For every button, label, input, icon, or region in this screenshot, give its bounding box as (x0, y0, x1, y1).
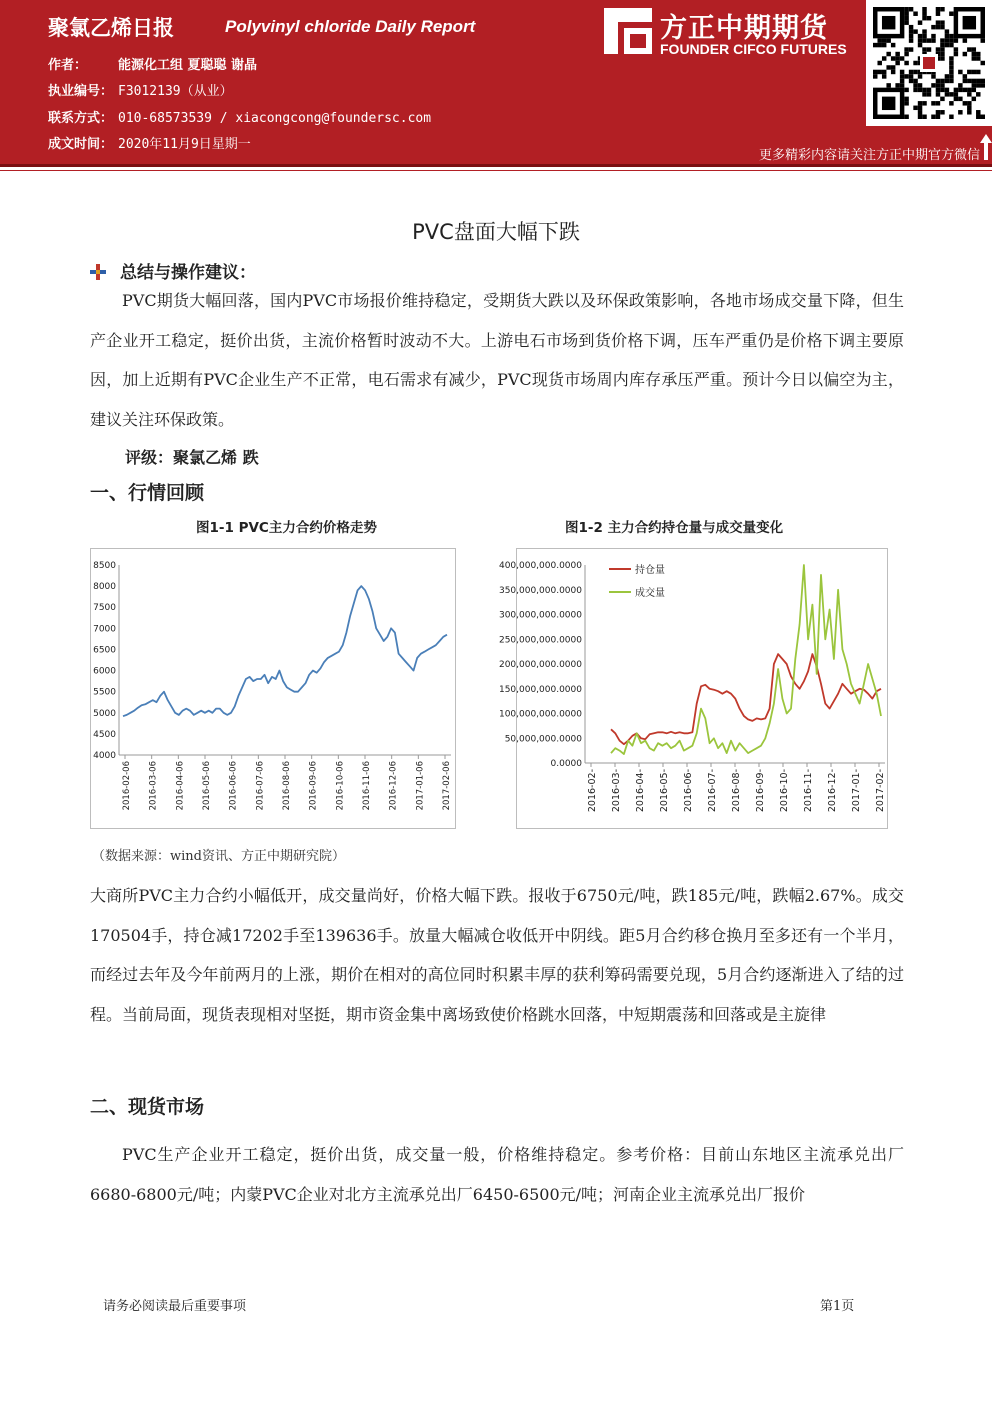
author-row (48, 54, 257, 73)
qr-module (913, 79, 917, 83)
qr-module (949, 43, 953, 47)
arrow-up-icon (980, 134, 992, 160)
qr-module (922, 38, 926, 42)
qr-module (936, 20, 940, 24)
qr-module (927, 38, 931, 42)
qr-module (936, 101, 940, 105)
section1-heading: 一、行情回顾 (90, 482, 205, 504)
qr-module (940, 97, 944, 101)
qr-module (913, 106, 917, 110)
qr-module (936, 11, 940, 15)
qr-module (877, 61, 881, 65)
qr-module (958, 70, 962, 74)
qr-module (981, 61, 985, 65)
qr-code-icon (866, 0, 992, 126)
document-title: PVC盘面大幅下跌 (412, 220, 580, 244)
summary-paragraph: PVC期货大幅回落，国内PVC市场报价维持稳定，受期货大跌以及环保政策影响，各地市场成交量下降，但生产企业开工稳定，挺价出货，主流价格暂时波动不大。上游电石市场到货价格下调，压车严重仍是价格下调主要原因，加上近期有PVC企业生产不正常，电石需求有减少，PVC现货市场周内库存承压严重。预计今日以偏空为主，建议关注环保政策。 (90, 291, 904, 429)
y-tick-label: 6500 (93, 645, 116, 656)
qr-module (967, 47, 971, 51)
header-divider-thin (0, 170, 992, 171)
qr-module (936, 92, 940, 96)
qr-module (909, 74, 913, 78)
qr-module (940, 20, 944, 24)
qr-module (940, 56, 944, 60)
qr-module (922, 11, 926, 15)
qr-module (958, 97, 962, 101)
qr-finder-core (882, 16, 895, 29)
qr-module (963, 88, 967, 92)
summary-heading-text: 总结与操作建议： (120, 263, 256, 283)
qr-module (909, 38, 913, 42)
qr-module (877, 70, 881, 74)
qr-module (913, 83, 917, 87)
x-tick-label: 2016-03-06 (148, 761, 159, 811)
y-tick-label: 5500 (93, 687, 116, 698)
qr-module (940, 47, 944, 51)
qr-module (922, 92, 926, 96)
qr-module (954, 52, 958, 56)
report-title-cn: 聚氯乙烯日报 (48, 16, 174, 40)
qr-module (936, 7, 940, 11)
x-tick-label: 2016-12- (827, 769, 838, 813)
x-tick-label: 2016-08-06 (282, 761, 292, 811)
qr-module (931, 74, 935, 78)
qr-module (904, 97, 908, 101)
qr-module (949, 65, 953, 69)
qr-module (976, 56, 980, 60)
date-value: 2020年11月9日星期一 (118, 137, 251, 152)
license-row (48, 80, 233, 99)
qr-module (927, 47, 931, 51)
header-divider (0, 164, 992, 167)
qr-module (945, 79, 949, 83)
qr-module (945, 38, 949, 42)
qr-module (913, 70, 917, 74)
bullet-icon (90, 264, 106, 280)
y-tick-label: 0.0000 (550, 759, 582, 769)
x-tick-label: 2016-10- (779, 769, 790, 813)
date-row (48, 133, 251, 152)
date-label: 成文时间： (48, 137, 114, 152)
qr-module (922, 7, 926, 11)
qr-module (904, 52, 908, 56)
qr-module (931, 38, 935, 42)
license-value: F3012139（从业） (118, 84, 233, 99)
qr-module (949, 70, 953, 74)
qr-module (900, 83, 904, 87)
qr-module (913, 88, 917, 92)
qr-module (958, 88, 962, 92)
contact-label: 联系方式： (48, 111, 114, 126)
qr-module (945, 34, 949, 38)
qr-module (945, 74, 949, 78)
qr-module (891, 65, 895, 69)
qr-module (954, 47, 958, 51)
qr-module (972, 88, 976, 92)
summary-heading (90, 258, 256, 283)
y-tick-label: 50,000,000.0000 (504, 734, 582, 745)
qr-module (936, 88, 940, 92)
qr-module (886, 83, 890, 87)
qr-module (936, 25, 940, 29)
figure1-title: 图1-1 PVC主力合约价格走势 (196, 520, 377, 536)
qr-module (963, 52, 967, 56)
qr-module (927, 16, 931, 20)
qr-module (967, 88, 971, 92)
qr-module (981, 115, 985, 119)
price-chart (90, 548, 456, 829)
qr-module (963, 101, 967, 105)
qr-module (904, 115, 908, 119)
qr-module (954, 92, 958, 96)
qr-module (891, 56, 895, 60)
qr-module (900, 79, 904, 83)
x-tick-label: 2016-07- (707, 769, 718, 813)
qr-module (900, 74, 904, 78)
qr-module (949, 101, 953, 105)
qr-module (904, 61, 908, 65)
qr-module (927, 92, 931, 96)
y-tick-label: 400,000,000.0000 (498, 561, 582, 571)
qr-module (922, 115, 926, 119)
qr-module (940, 38, 944, 42)
qr-module (895, 83, 899, 87)
qr-module (967, 110, 971, 114)
qr-module (976, 52, 980, 56)
qr-module (967, 106, 971, 110)
qr-module (972, 70, 976, 74)
x-tick-label: 2017-01-06 (415, 761, 426, 811)
x-tick-label: 2016-05- (659, 769, 670, 813)
series-line-0 (123, 586, 447, 716)
qr-module (940, 25, 944, 29)
price-chart-svg (91, 549, 457, 830)
x-tick-label: 2016-09-06 (308, 761, 319, 811)
qr-module (949, 79, 953, 83)
qr-module (949, 61, 953, 65)
qr-module (972, 97, 976, 101)
qr-module (976, 70, 980, 74)
x-tick-label: 2016-06- (683, 769, 694, 813)
qr-module (936, 83, 940, 87)
qr-module (931, 101, 935, 105)
qr-module (949, 38, 953, 42)
qr-module (931, 83, 935, 87)
qr-module (895, 52, 899, 56)
qr-module (972, 47, 976, 51)
x-tick-label: 2017-02- (875, 769, 886, 813)
y-tick-label: 200,000,000.0000 (498, 660, 582, 670)
qr-module (963, 79, 967, 83)
qr-module (949, 34, 953, 38)
qr-module (981, 83, 985, 87)
qr-module (963, 38, 967, 42)
qr-module (954, 38, 958, 42)
qr-module (886, 38, 890, 42)
qr-module (873, 43, 877, 47)
section2-paragraph: PVC生产企业开工稳定，挺价出货，成交量一般，价格维持稳定。参考价格：目前山东地区主流承兑出厂6680-6800元/吨；内蒙PVC企业对北方主流承兑出厂6450-6500元/吨；河南企业主流承兑出厂报价 (90, 1145, 904, 1204)
qr-module (904, 7, 908, 11)
qr-module (909, 29, 913, 33)
founder-logo-icon (604, 8, 652, 54)
qr-module (936, 79, 940, 83)
qr-module (900, 56, 904, 60)
qr-module (945, 43, 949, 47)
x-tick-label: 2016-02- (587, 769, 598, 813)
qr-module (909, 70, 913, 74)
qr-module (886, 52, 890, 56)
volume-oi-chart (498, 548, 888, 829)
qr-module (981, 79, 985, 83)
license-label: 执业编号： (48, 84, 114, 99)
qr-module (976, 83, 980, 87)
y-tick-label: 7500 (93, 603, 116, 614)
qr-module (922, 29, 926, 33)
qr-module (918, 34, 922, 38)
qr-module (913, 61, 917, 65)
qr-module (972, 83, 976, 87)
qr-module (945, 29, 949, 33)
qr-module (904, 101, 908, 105)
qr-module (877, 38, 881, 42)
y-tick-label: 6000 (93, 666, 116, 677)
qr-module (918, 106, 922, 110)
x-tick-label: 2016-07-06 (255, 761, 266, 811)
qr-module (967, 101, 971, 105)
qr-module (927, 88, 931, 92)
qr-module (904, 74, 908, 78)
qr-module (976, 79, 980, 83)
footer-notice: 请务必阅读最后重要事项 (103, 1299, 247, 1314)
qr-module (913, 29, 917, 33)
qr-module (940, 7, 944, 11)
qr-module (909, 47, 913, 51)
y-tick-label: 150,000,000.0000 (498, 684, 582, 695)
legend-label: 成交量 (635, 588, 665, 599)
qr-module (873, 70, 877, 74)
qr-module (918, 115, 922, 119)
qr-module (909, 34, 913, 38)
qr-module (954, 88, 958, 92)
qr-module (940, 110, 944, 114)
qr-module (891, 43, 895, 47)
x-tick-label: 2016-11- (803, 769, 814, 813)
qr-module (931, 115, 935, 119)
qr-module (882, 70, 886, 74)
y-tick-label: 8000 (93, 582, 116, 593)
x-tick-label: 2016-04- (635, 769, 646, 813)
logo-text-cn: 方正中期期货 (660, 13, 828, 44)
x-tick-label: 2016-08- (731, 769, 742, 813)
y-tick-label: 100,000,000.0000 (498, 709, 582, 720)
legend-label: 持仓量 (635, 565, 665, 576)
qr-module (918, 83, 922, 87)
qr-module (918, 110, 922, 114)
qr-module (958, 83, 962, 87)
qr-module (922, 34, 926, 38)
qr-module (904, 88, 908, 92)
qr-module (904, 47, 908, 51)
qr-module (949, 92, 953, 96)
figure2-title: 图1-2 主力合约持仓量与成交量变化 (565, 520, 784, 536)
qr-module (922, 16, 926, 20)
qr-module (909, 25, 913, 29)
qr-module (882, 43, 886, 47)
x-tick-label: 2016-02-06 (122, 761, 132, 811)
qr-finder-core (963, 16, 976, 29)
qr-module (945, 88, 949, 92)
x-tick-label: 2017-02-06 (442, 761, 452, 811)
x-tick-label: 2016-05-06 (202, 761, 212, 811)
qr-module (940, 79, 944, 83)
qr-module (949, 56, 953, 60)
qr-module (981, 38, 985, 42)
y-tick-label: 8500 (93, 561, 116, 571)
series-line-0 (611, 654, 881, 744)
qr-module (967, 92, 971, 96)
qr-module (873, 74, 877, 78)
qr-module (936, 47, 940, 51)
section2-heading: 二、现货市场 (90, 1096, 205, 1118)
qr-module (922, 101, 926, 105)
x-tick-label: 2016-04-06 (175, 761, 186, 811)
qr-module (940, 43, 944, 47)
qr-module (877, 43, 881, 47)
qr-module (918, 43, 922, 47)
qr-module (972, 56, 976, 60)
qr-module (931, 25, 935, 29)
qr-module (895, 56, 899, 60)
rating-text: 评级：聚氯乙烯 跌 (125, 448, 259, 467)
qr-module (922, 47, 926, 51)
logo-text-en: FOUNDER CIFCO FUTURES (660, 41, 847, 57)
qr-finder-core (882, 97, 895, 110)
y-tick-label: 300,000,000.0000 (498, 610, 582, 621)
qr-module (918, 20, 922, 24)
section1-paragraph: 大商所PVC主力合约小幅低开，成交量尚好，价格大幅下跌。报收于6750元/吨，跌185元/吨，跌幅2.67%。成交170504手，持仓减17202手至139636手。放量大幅减仓收低开中阴线。距5月合约移仓换月至多还有一个半月，而经过去年及今年前两月的上涨，期价在相对的高位同时积累丰厚的获利筹码需要兑现，5月合约逐渐进入了结的过程。当前局面，现货表现相对坚挺，期市资金集中离场致使价格跳水回落，中短期震荡和回落或是主旋律 (90, 886, 904, 1024)
qr-module (976, 110, 980, 114)
qr-module (904, 16, 908, 20)
qr-module (967, 70, 971, 74)
qr-module (909, 79, 913, 83)
qr-module (949, 115, 953, 119)
x-tick-label: 2016-12-06 (388, 761, 399, 811)
qr-module (936, 115, 940, 119)
qr-module (918, 74, 922, 78)
qr-module (909, 7, 913, 11)
qr-module (945, 92, 949, 96)
qr-module (882, 74, 886, 78)
qr-module (922, 88, 926, 92)
volume-oi-chart-svg (498, 549, 889, 830)
x-tick-label: 2016-09- (755, 769, 766, 813)
qr-module (900, 70, 904, 74)
report-title-en: Polyvinyl chloride Daily Report (225, 17, 476, 36)
y-tick-label: 4500 (93, 729, 116, 740)
qr-module (940, 52, 944, 56)
qr-module (891, 70, 895, 74)
data-source-note: （数据来源：wind资讯、方正中期研究院） (92, 849, 345, 864)
y-tick-label: 350,000,000.0000 (498, 585, 582, 596)
follow-wechat-text: 更多精彩内容请关注方正中期官方微信 (758, 148, 980, 163)
qr-module (949, 74, 953, 78)
page-number: 第1页 (820, 1299, 855, 1314)
qr-module (963, 74, 967, 78)
qr-module (918, 101, 922, 105)
y-tick-label: 250,000,000.0000 (498, 635, 582, 646)
x-tick-label: 2016-03- (611, 769, 622, 813)
qr-module (913, 11, 917, 15)
x-tick-label: 2016-11-06 (362, 761, 372, 811)
qr-module (972, 52, 976, 56)
qr-module (976, 115, 980, 119)
qr-module (954, 97, 958, 101)
qr-module (895, 61, 899, 65)
x-tick-label: 2017-01- (851, 769, 862, 813)
qr-module (882, 38, 886, 42)
y-tick-label: 7000 (93, 624, 116, 635)
x-tick-label: 2016-10-06 (335, 761, 346, 811)
x-tick-label: 2016-06-06 (228, 761, 239, 811)
qr-module (918, 38, 922, 42)
qr-module (886, 65, 890, 69)
qr-module (904, 11, 908, 15)
author-value: 能源化工组 夏聪聪 谢晶 (118, 58, 258, 73)
qr-module (940, 83, 944, 87)
qr-module (918, 88, 922, 92)
qr-module (931, 34, 935, 38)
qr-module (949, 11, 953, 15)
qr-center-logo (923, 57, 935, 69)
qr-module (972, 79, 976, 83)
report-header (0, 0, 992, 164)
qr-module (976, 92, 980, 96)
qr-module (904, 20, 908, 24)
y-tick-label: 5000 (93, 708, 116, 719)
y-tick-label: 4000 (93, 751, 116, 761)
qr-module (936, 110, 940, 114)
qr-module (882, 56, 886, 60)
author-label: 作者： (48, 58, 88, 73)
qr-module (940, 88, 944, 92)
qr-module (958, 110, 962, 114)
contact-value: 010-68573539 / xiacongcong@foundersc.com (118, 111, 432, 126)
qr-module (967, 79, 971, 83)
contact-row (48, 107, 431, 126)
